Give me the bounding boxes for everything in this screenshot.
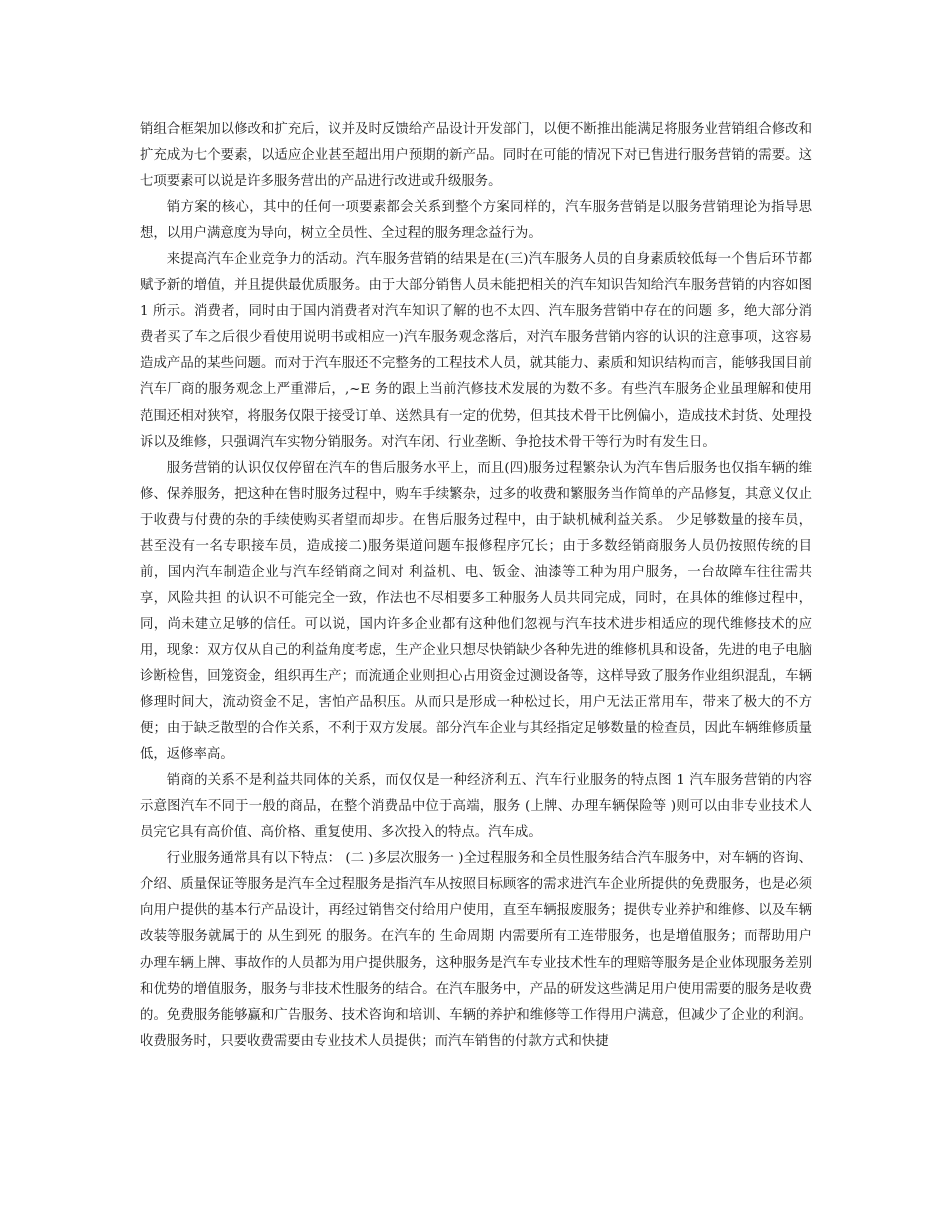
paragraph-6: 行业服务通常具有以下特点： (二 )多层次服务一 )全过程服务和全员性服务结合汽车服务中，对车辆的咨询、介绍、质量保证等服务是汽车全过程服务是指汽车从按照目标顾客的需求进汽车企业所提供的免费服务，也是必须向用户提供的基本行产品设计，再经过销售交付给用户使用，直至车辆报废服务；提供专业养护和维修、以及车辆改装等服务就属于的 从生到死 的服务。在汽车的 生命周期 内需要所有工连带服务，也是增值服务；而帮助用户办理车辆上牌、事故作的人员都为用户提供服务，这种服务是汽车专业技术性车的理赔等服务是企业体现服务差别和优势的增值服务，服务与非技术性服务的结合。在汽车服务中，产品的研发这些满足用户使用需要的服务是收费的。免费服务能够赢和广告服务、技术咨询和培训、车辆的养护和维修等工作得用户满意，但减少了企业的利润。收费服务时，只要收费需要由专业技术人员提供；而汽车销售的付款方式和快捷 [140,851,812,1049]
paragraph-4: 服务营销的认识仅仅停留在汽车的售后服务水平上，而且(四)服务过程繁杂认为汽车售后服务也仅指车辆的维修、保养服务，把这种在售时服务过程中，购车手续繁杂，过多的收费和繁服务当作简单的产品修复，其意义仅止于收费与付费的杂的手续使购买者望而却步。在售后服务过程中，由于缺机械利益关系。 少足够数量的接车员，甚至没有一名专职接车员，造成接二)服务渠道问题车报修程序冗长；由于多数经销商服务人员仍按照传统的目前，国内汽车制造企业与汽车经销商之间对 利益机、电、钣金、油漆等工种为用户服务，一台故障车往往需共享，风险共担 的认识不可能完全一致，作法也不尽相要多工种服务人员共同完成，同时，在具体的维修过程中，同，尚未建立足够的信任。可以说，国内许多企业都有这种他们忽视与汽车技术进步相适应的现代维修技术的应用，现象：双方仅从自己的利益角度考虑，生产企业只想尽快销缺少各种先进的维修机具和设备，先进的电子电脑诊断检售，回笼资金，组织再生产；而流通企业则担心占用资金过测设备等，这样导致了服务作业组织混乱，车辆修理时间大，流动资金不足，害怕产品积压。从而只是形成一种松过长，用户无法正常用车，带来了极大的不方便；由于缺乏散型的合作关系，不利于双方发展。部分汽车企业与其经指定足够数量的检查员，因此车辆维修质量低，返修率高。 [140,460,812,763]
document-page [140,117,812,1055]
paragraph-5: 销商的关系不是利益共同体的关系，而仅仅是一种经济利五、汽车行业服务的特点图 1 汽车服务营销的内容示意图汽车不同于一般的商品，在整个消费品中位于高端，服务 (上牌、办理车辆保险等 )则可以由非专业技术人员完它具有高价值、高价格、重复使用、多次投入的特点。汽车成。 [140,773,812,841]
paragraph-2: 销方案的核心，其中的任何一项要素都会关系到整个方案同样的，汽车服务营销是以服务营销理论为指导思想，以用户满意度为导向，树立全员性、全过程的服务理念益行为。 [140,200,812,242]
paragraph-1: 销组合框架加以修改和扩充后，议并及时反馈给产品设计开发部门，以便不断推出能满足将服务业营销组合修改和扩充成为七个要素，以适应企业甚至超出用户预期的新产品。同时在可能的情况下对已售进行服务营销的需要。这七项要素可以说是许多服务营出的产品进行改进或升级服务。 [140,122,812,190]
paragraph-3: 来提高汽车企业竞争力的活动。汽车服务营销的结果是在(三)汽车服务人员的自身素质较低每一个售后环节都赋予新的增值，并且提供最优质服务。由于大部分销售人员未能把相关的汽车知识告知给汽车服务营销的内容如图 1 所示。消费者，同时由于国内消费者对汽车知识了解的也不太四、汽车服务营销中存在的问题 多，绝大部分消费者买了车之后很少看使用说明书或相应一)汽车服务观念落后，对汽车服务营销内容的认识的注意事项，这容易造成产品的某些问题。而对于汽车服还不完整务的工程技术人员，就其能力、素质和知识结构而言，能够我国目前汽车厂商的服务观念上严重滞后，,~E 务的跟上当前汽修技术发展的为数不多。有些汽车服务企业虽理解和使用范围还相对狭窄，将服务仅限于接受订单、送然具有一定的优势，但其技术骨干比例偏小，造成技术封货、处理投诉以及维修，只强调汽车实物分销服务。对汽车闭、行业垄断、争抢技术骨干等行为时有发生日。 [140,252,812,450]
